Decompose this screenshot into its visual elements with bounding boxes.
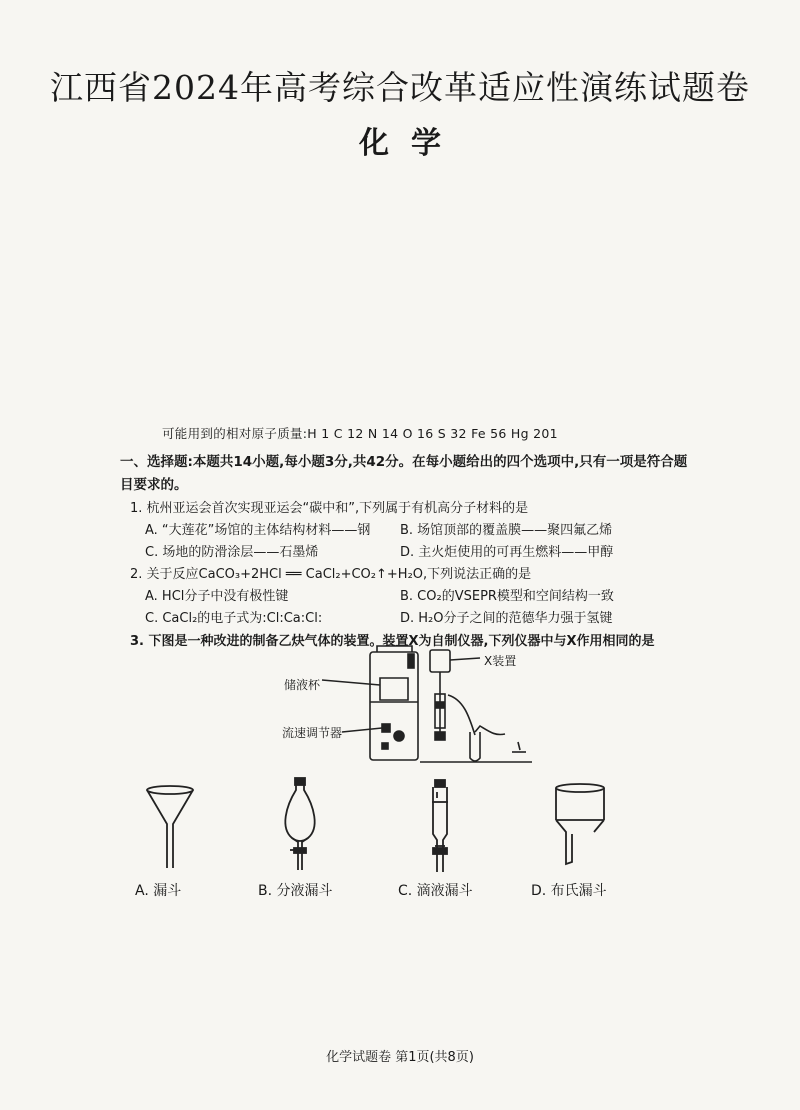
q1-option-b: B. 场馆顶部的覆盖膜——聚四氟乙烯 (400, 523, 613, 538)
reservoir-leader (322, 680, 380, 685)
page-footer: 化学试题卷 第1页(共8页) (326, 1050, 474, 1065)
q1-option-a: A. “大莲花”场馆的主体结构材料——钢 (145, 523, 371, 538)
funnel-icon (135, 780, 205, 872)
dropping-funnel-icon (415, 778, 465, 874)
q1-option-c: C. 场地的防滑涂层——石墨烯 (145, 545, 319, 560)
choice-a-funnel: A. 漏斗 (135, 883, 182, 899)
label-x-device: X装置 (484, 654, 517, 668)
q2-option-c: C. CaCl₂的电子式为:Cl:Ca:Cl: (145, 611, 323, 626)
regulator-leader (342, 728, 382, 732)
separatory-funnel-icon (270, 776, 330, 872)
choice-d-buchner-funnel: D. 布氏漏斗 (531, 883, 607, 899)
choice-c-dropping-funnel: C. 滴液漏斗 (398, 883, 473, 899)
label-flow-regulator: 流速调节器 (282, 726, 343, 740)
subject-title: 化学 (359, 126, 463, 161)
exam-title: 江西省2024年高考综合改革适应性演练试题卷 (50, 68, 750, 107)
q2-option-d: D. H₂O分子之间的范德华力强于氢键 (400, 611, 613, 626)
q2-option-b: B. CO₂的VSEPR模型和空间结构一致 (400, 589, 614, 604)
question-1-stem: 1. 杭州亚运会首次实现亚运会“碳中和”,下列属于有机高分子材料的是 (130, 501, 529, 516)
atomic-mass-line: 可能用到的相对原子质量:H 1 C 12 N 14 O 16 S 32 Fe 56 Hg 201 (162, 426, 558, 441)
question-3-stem: 3. 下图是一种改进的制备乙炔气体的装置。装置X为自制仪器,下列仪器中与X作用相同的是 (130, 634, 655, 649)
section-heading: 一、选择题:本题共14小题,每小题3分,共42分。在每小题给出的四个选项中,只有一项是符合题目要求的。 (120, 454, 688, 493)
choice-b-separatory-funnel: B. 分液漏斗 (258, 883, 333, 899)
q2-option-a: A. HCl分子中没有极性键 (145, 589, 289, 604)
q1-option-d: D. 主火炬使用的可再生燃料——甲醇 (400, 545, 614, 560)
x-device-leader (450, 658, 480, 660)
label-reservoir: 储液杯 (284, 678, 321, 692)
question-2-stem: 2. 关于反应CaCO₃+2HCl ══ CaCl₂+CO₂↑+H₂O,下列说法正确的是 (130, 567, 532, 582)
buchner-funnel-icon (548, 780, 612, 870)
acetylene-apparatus-figure (270, 640, 570, 775)
